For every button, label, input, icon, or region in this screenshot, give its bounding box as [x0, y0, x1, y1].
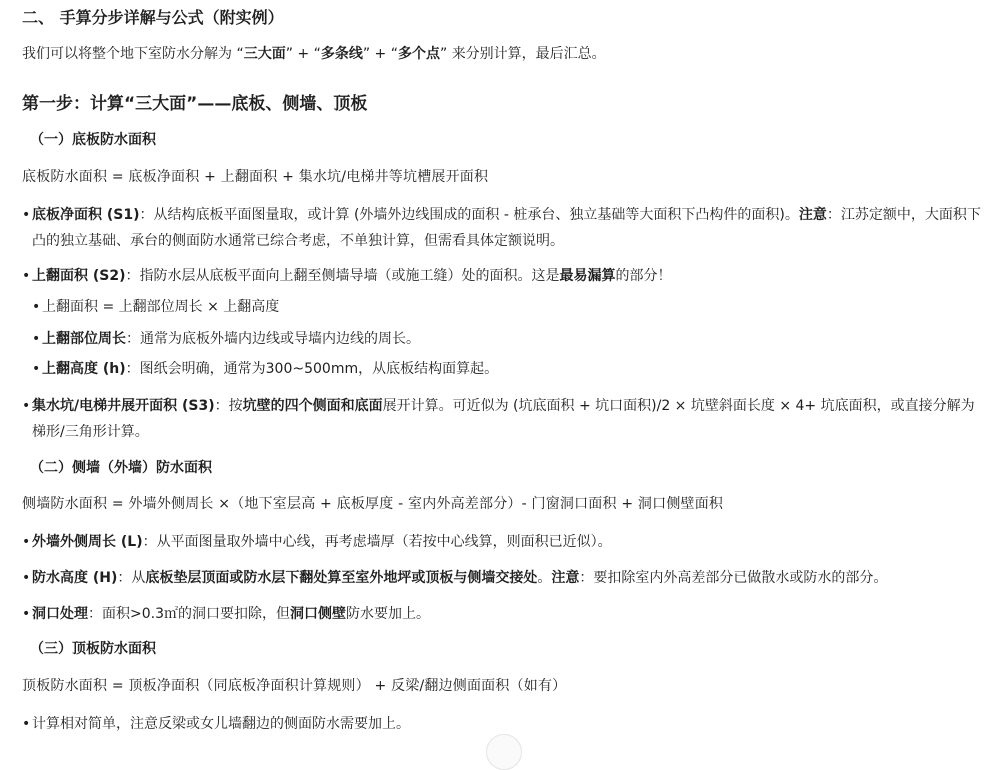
list-item: • 上翻部位周长：通常为底板外墙内边线或导墙内边线的周长。 [32, 331, 420, 347]
roof-formula: 顶板防水面积 = 顶板净面积（同底板净面积计算规则） + 反梁/翻边侧面面积（如有） [22, 678, 567, 694]
intro-paragraph: 我们可以将整个地下室防水分解为 “三大面” + “多条线” + “多个点” 来分别计算，最后汇总。 [22, 46, 606, 62]
list-item: • 防水高度 (H)：从底板垫层顶面或防水层下翻处算至室外地坪或顶板与侧墙交接处。注意：要扣除室内外高差部分已做散水或防水的部分。 [22, 570, 888, 586]
roof-heading: （三）顶板防水面积 [30, 641, 156, 657]
scroll-indicator[interactable] [486, 734, 522, 770]
list-item: • 集水坑/电梯井展开面积 (S3)：按坑壁的四个侧面和底面展开计算。可近似为 (坑底面积 + 坑口面积)/2 × 坑壁斜面长度 × 4+ 坑底面积，或直接分解为梯形/三角形计算。 [22, 398, 975, 440]
list-item: • 上翻高度 (h)：图纸会明确，通常为300~500mm，从底板结构面算起。 [32, 361, 499, 377]
list-item: • 外墙外侧周长 (L)：从平面图量取外墙中心线，再考虑墙厚（若按中心线算，则面积已近似）。 [22, 534, 612, 550]
list-item: • 底板净面积 (S1)：从结构底板平面图量取，或计算 (外墙外边线围成的面积 - 桩承台、独立基础等大面积下凸构件的面积)。注意：江苏定额中，大面积下凸的独立基础、承台的侧面防水通常已综合考虑，不单独计算，但需看具体定额说明。 [22, 207, 981, 249]
list-item: • 洞口处理：面积>0.3㎡的洞口要扣除，但洞口侧壁防水要加上。 [22, 606, 430, 622]
list-item: • 计算相对简单，注意反梁或女儿墙翻边的侧面防水需要加上。 [22, 716, 410, 732]
wall-formula: 侧墙防水面积 = 外墙外侧周长 ×（地下室层高 + 底板厚度 - 室内外高差部分）- 门窗洞口面积 + 洞口侧壁面积 [22, 496, 724, 512]
list-item: • 上翻面积 = 上翻部位周长 × 上翻高度 [32, 299, 280, 315]
section-heading: 二、 手算分步详解与公式（附实例） [22, 8, 284, 27]
wall-heading: （二）侧墙（外墙）防水面积 [30, 460, 212, 476]
floor-heading: （一）底板防水面积 [30, 132, 156, 148]
floor-formula: 底板防水面积 = 底板净面积 + 上翻面积 + 集水坑/电梯井等坑槽展开面积 [22, 169, 489, 185]
list-item: • 上翻面积 (S2)：指防水层从底板平面向上翻至侧墙导墙（或施工缝）处的面积。这是最易漏算的部分！ [22, 268, 672, 284]
step1-heading: 第一步：计算“三大面”——底板、侧墙、顶板 [22, 94, 368, 114]
